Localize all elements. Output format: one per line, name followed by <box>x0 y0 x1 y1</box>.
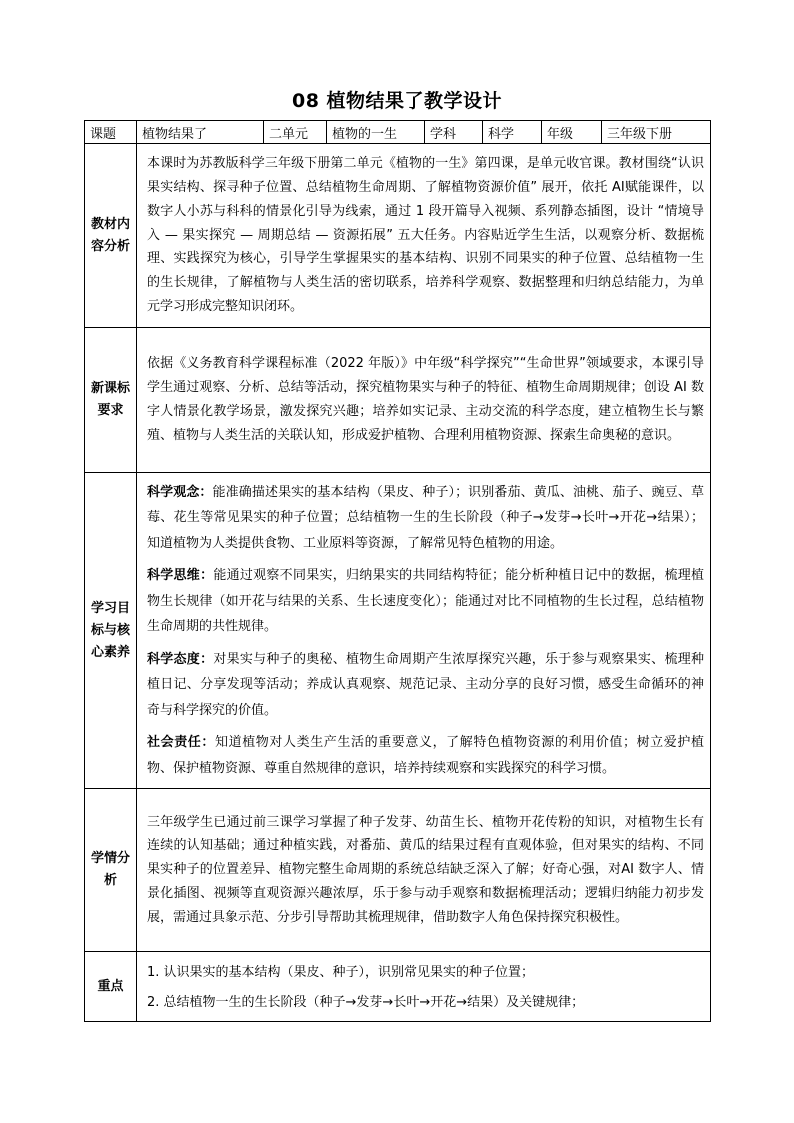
row-key <box>85 952 711 1022</box>
goal-item-text: 能准确描述果实的基本结构（果皮、种子）；识别番茄、黄瓜、油桃、茄子、豌豆、草莓、花生等常见果实的种子位置；总结植物一生的生长阶段（种子→发芽→长叶→开花→结果）；知道植物为人类提供食物、工业原料等资源，了解常见特色植物的用途。 <box>147 484 704 551</box>
goal-item-head: 科学思维： <box>147 568 214 584</box>
goal-item-head: 科学态度： <box>147 651 214 667</box>
header-cell-subject-label: 学科 <box>425 121 483 144</box>
material-text: 本课时为苏教版科学三年级下册第二单元《植物的一生》第四课，是单元收官课。教材围绕“认识果实结构、探寻种子位置、总结植物生命周期、了解植物资源价值” 展开，依托 AI赋能课件，以数字人小苏与科科的情景化引导为线索，通过 1 段开篇导入视频、系列静态插图，设计 “情境导入 — 果实探究 — 周期总结 — 资源拓展” 五大任务。内容贴近学生生活，以观察分析、数据梳理、实践探究为核心，引导学生掌握果实的基本结构、识别不同果实的种子位置、总结植物一生的生长规律，了解植物与人类生活的密切联系，培养科学观察、数据整理和归纳总结能力，为单元学习形成完整知识闭环。 <box>147 156 704 314</box>
goal-item <box>147 647 704 724</box>
goal-item-text: 能通过观察不同果实，归纳果实的共同结构特征；能分析种植日记中的数据，梳理植物生长规律（如开花与结果的关系、生长速度变化）；能通过对比不同植物的生长过程，总结植物生命周期的共性规律。 <box>147 568 704 635</box>
row-label-material: 教材内容分析 <box>85 144 137 328</box>
header-row <box>85 121 711 144</box>
page-title: 08 植物结果了教学设计 <box>291 90 503 112</box>
row-label-standard: 新课标要求 <box>85 328 137 473</box>
goal-item-head: 科学观念： <box>147 484 213 500</box>
header-cell-unit: 二单元 <box>264 121 327 144</box>
row-goals <box>85 473 711 789</box>
goal-item <box>147 563 704 640</box>
row-label-goals: 学习目标与核心素养 <box>85 473 137 789</box>
row-content-material <box>137 144 711 328</box>
key-item: 2. 总结植物一生的生长阶段（种子→发芽→长叶→开花→结果）及关键规律； <box>147 994 585 1010</box>
header-cell-topic: 植物结果了 <box>137 121 264 144</box>
row-learners <box>85 789 711 952</box>
header-cell-subject: 科学 <box>483 121 542 144</box>
lesson-plan-table <box>84 120 711 1022</box>
goal-item-text: 对果实与种子的奥秘、植物生命周期产生浓厚探究兴趣，乐于参与观察果实、梳理种植日记、分享发现等活动；养成认真观察、规范记录、主动分享的良好习惯，感受生命循环的神奇与科学探究的价值。 <box>147 651 704 718</box>
row-label-learners: 学情分析 <box>85 789 137 952</box>
header-cell-grade: 三年级下册 <box>602 121 711 144</box>
header-cell-unit-name: 植物的一生 <box>327 121 425 144</box>
header-cell-grade-label: 年级 <box>542 121 602 144</box>
goal-item-head: 社会责任： <box>147 735 215 751</box>
key-item: 1. 认识果实的基本结构（果皮、种子），识别常见果实的种子位置； <box>147 964 535 980</box>
row-content-learners <box>137 789 711 952</box>
goal-item-text: 知道植物对人类生产生活的重要意义，了解特色植物资源的利用价值；树立爱护植物、保护植物资源、尊重自然规律的意识，培养持续观察和实践探究的科学习惯。 <box>147 735 704 776</box>
learners-text: 三年级学生已通过前三课学习掌握了种子发芽、幼苗生长、植物开花传粉的知识，对植物生长有连续的认知基础；通过种植实践，对番茄、黄瓜的结果过程有直观体验，但对果实的结构、不同果实种子的位置差异、植物完整生命周期的系统总结缺乏深入了解；好奇心强，对AI 数字人、情景化插图、视频等直观资源兴趣浓厚，乐于参与动手观察和数据梳理活动；逻辑归纳能力初步发展，需通过具象示范、分步引导帮助其梳理规律，借助数字人角色保持探究积极性。 <box>147 814 704 925</box>
row-standard <box>85 328 711 473</box>
goal-item <box>147 730 704 781</box>
row-content-standard <box>137 328 711 473</box>
row-label-key: 重点 <box>85 952 137 1022</box>
standard-text: 依据《义务教育科学课程标准（2022 年版）》中年级“科学探究”“生命世界”领域要求，本课引导学生通过观察、分析、总结等活动，探究植物果实与种子的特征、植物生命周期规律；创设 AI 数字人情景化教学场景，激发探究兴趣；培养如实记录、主动交流的科学态度，建立植物生长与繁殖、植物与人类生活的关联认知，形成爱护植物、合理利用植物资源、探索生命奥秘的意识。 <box>147 356 704 443</box>
row-material <box>85 144 711 328</box>
header-cell-topic-label: 课题 <box>85 121 137 144</box>
row-content-key <box>137 952 711 1022</box>
row-content-goals <box>137 473 711 789</box>
goal-item <box>147 480 704 557</box>
